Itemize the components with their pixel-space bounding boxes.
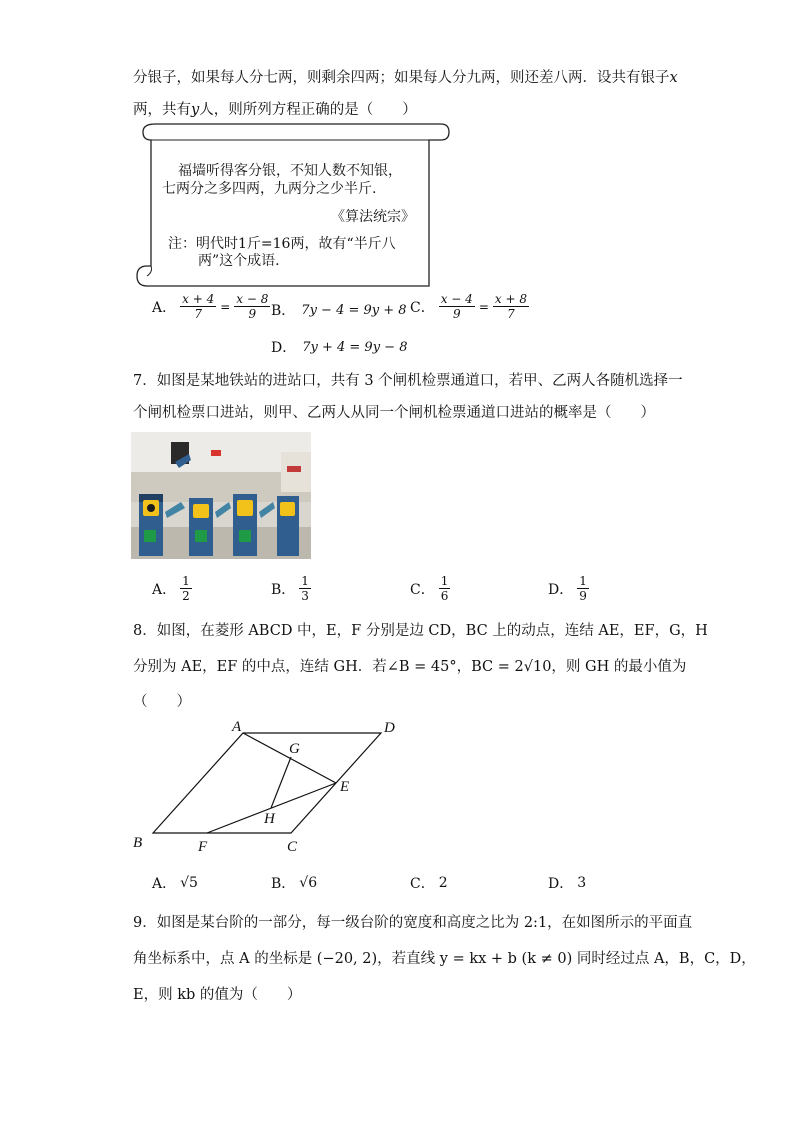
q8-option-b[interactable]: [271, 873, 317, 893]
q6-option-c-frac1: $\frac{x - 4}{9}$: [440, 292, 473, 321]
q6-option-c-label: C．: [410, 299, 435, 316]
q7-option-d-frac: $\frac{1}{9}$: [579, 574, 587, 603]
subway-gate-photo: [131, 432, 311, 559]
q6-option-a-eq: =: [220, 299, 231, 314]
q7-option-a-frac: $\frac{1}{2}$: [182, 574, 190, 603]
q8-line3: （ ）: [133, 694, 191, 710]
label-e: E: [340, 779, 350, 795]
q8-option-d[interactable]: [548, 873, 586, 893]
q6-option-c[interactable]: [410, 292, 529, 321]
q6-option-c-frac2: $\frac{x + 8}{7}$: [494, 292, 527, 321]
q7-option-a-label: A．: [152, 581, 177, 598]
q7-line1: 7．如图是某地铁站的进站口，共有 3 个闸机检票通道口，若甲、乙两人各随机选择一: [133, 373, 683, 389]
q7-option-b-frac: $\frac{1}{3}$: [301, 574, 309, 603]
q6-line2-text-b: 人，则所列方程正确的是（ ）: [199, 102, 417, 118]
q9-line2: 角坐标系中，点 A 的坐标是 (−20, 2)，若直线 y = kx + b (k ≠ 0) 同时经过点 A，B，C，D，: [133, 951, 756, 967]
q6-option-c-eq: =: [478, 299, 489, 314]
q6-var-x: x: [669, 70, 678, 86]
label-h: H: [264, 811, 275, 827]
q7-option-d-label: D．: [548, 581, 574, 598]
q6-option-d[interactable]: [271, 337, 407, 357]
q6-option-a-frac1: $\frac{x + 4}{7}$: [182, 292, 215, 321]
q8-option-b-label: B．: [271, 876, 296, 892]
q6-option-d-expr: 7y + 4 = 9y − 8: [302, 339, 408, 355]
q6-var-y: y: [191, 102, 200, 118]
segment-gh: [271, 757, 291, 808]
q7-option-b-label: B．: [271, 581, 296, 598]
q6-line2: [133, 98, 417, 119]
q7-option-a[interactable]: [152, 574, 192, 603]
q7-option-b[interactable]: [271, 574, 311, 603]
label-b: B: [133, 835, 143, 851]
q9-line1: 9．如图是某台阶的一部分，每一级台阶的宽度和高度之比为 2:1，在如图所示的平面直: [133, 915, 693, 931]
scroll-note-line2: 两”这个成语.: [198, 253, 280, 269]
q6-line1-text: 分银子，如果每人分七两，则剩余四两；如果每人分九两，则还差八两．设共有银子: [133, 70, 670, 86]
label-d: D: [384, 720, 395, 736]
q6-option-b-expr: 7y − 4 = 9y + 8: [301, 302, 407, 318]
q6-option-a-frac2: $\frac{x - 8}{9}$: [236, 292, 269, 321]
q8-option-a-label: A．: [152, 876, 177, 892]
q9-line3: E，则 kb 的值为（ ）: [133, 987, 302, 1003]
q7-line2: 个闸机检票口进站，则甲、乙两人从同一个闸机检票通道口进站的概率是（ ）: [133, 405, 655, 421]
scroll-poem-line1: 福墙听得客分银，不知人数不知银，: [178, 163, 402, 179]
q6-line1: [133, 66, 678, 87]
scroll-source: 《算法统宗》: [331, 209, 415, 225]
q6-option-b[interactable]: [271, 300, 407, 320]
q6-option-d-label: D．: [271, 340, 297, 356]
scroll-poem-line2: 七两分之多四两，九两分之少半斤.: [162, 181, 377, 197]
q8-option-a-value: √5: [180, 875, 198, 891]
q7-option-c[interactable]: [410, 574, 450, 603]
q6-line2-text-a: 两，共有: [133, 102, 191, 118]
label-c: C: [287, 839, 298, 855]
label-f: F: [198, 839, 208, 855]
q8-option-a[interactable]: [152, 873, 198, 893]
q8-option-c[interactable]: [410, 873, 448, 893]
rhombus-diagram: [125, 715, 415, 860]
q7-option-d[interactable]: [548, 574, 589, 603]
scroll-note-line1: 注：明代时1斤=16两，故有“半斤八: [168, 236, 396, 252]
q8-option-d-value: 3: [577, 875, 587, 891]
label-g: G: [289, 741, 300, 757]
q8-option-c-label: C．: [410, 876, 435, 892]
q8-option-c-value: 2: [438, 875, 448, 891]
q8-option-d-label: D．: [548, 876, 574, 892]
label-a: A: [232, 719, 242, 735]
q8-line2: 分别为 AE，EF 的中点，连结 GH．若∠B = 45°，BC = 2√10，则 GH 的最小值为: [133, 659, 687, 675]
q7-option-c-frac: $\frac{1}{6}$: [440, 574, 449, 603]
q6-option-a-label: A．: [152, 299, 177, 316]
q8-line1: 8．如图，在菱形 ABCD 中，E，F 分别是边 CD，BC 上的动点，连结 AE，EF，G，H: [133, 623, 708, 639]
q8-option-b-value: √6: [299, 875, 318, 891]
q6-option-b-label: B．: [271, 303, 296, 319]
q6-option-a[interactable]: [152, 292, 270, 321]
q7-option-c-label: C．: [410, 581, 435, 598]
